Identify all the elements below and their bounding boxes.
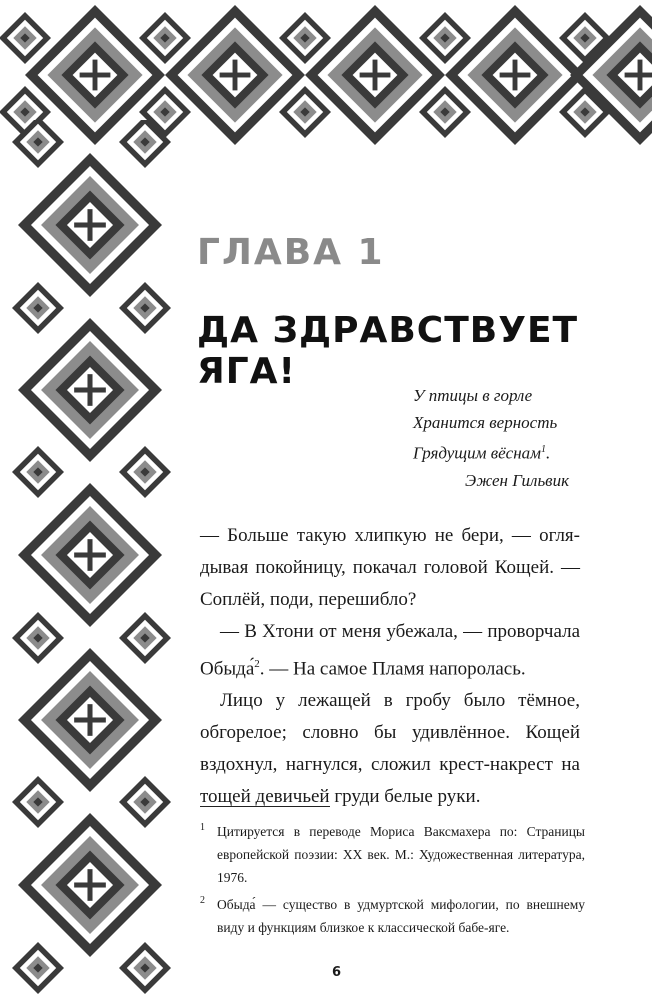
footnote-number: 2	[200, 895, 205, 906]
ornament-motif-small	[0, 12, 51, 64]
ornament-motif-small	[12, 776, 64, 828]
epigraph-line: Хранится верность	[413, 413, 558, 432]
page-number: 6	[332, 965, 342, 980]
paragraph-text: — В Хтони от меня убежала, — проворчала Обыда́	[200, 621, 580, 680]
ornament-motif	[165, 5, 305, 145]
footnote	[200, 820, 585, 889]
paragraph: — Больше такую хлипкую не бери, — оглядывая покойницу, покачал головой Кощей. — Соплёй, поди, перешибло?	[200, 525, 580, 610]
ornament-motif-small	[279, 86, 331, 138]
ornament-motif	[18, 483, 162, 627]
ornament-motif-small	[419, 86, 471, 138]
ornament-border-left	[0, 120, 178, 1000]
paragraph: Лицо у лежащей в гробу было тёмное, обгорелое; словно бы удивлённое. Кощей вздохнул, нагнулся, сложил крест-накрест на тощей девичьей груди белые руки.	[200, 690, 580, 808]
ornament-motif-small	[12, 120, 64, 168]
footnote-text: Цитируется в переводе Мориса Ваксмахера по: Страницы европейской поэзии: XX век. М.: Художественная литература, 1976.	[217, 824, 585, 885]
ornament-motif-small	[119, 120, 171, 168]
ornament-motif-small	[119, 942, 171, 994]
footnote	[200, 893, 585, 939]
epigraph-author: Эжен Гильвик	[465, 470, 570, 490]
epigraph-line	[413, 436, 613, 467]
ornament-motif-small	[279, 12, 331, 64]
epigraph	[413, 382, 613, 494]
footnote-text: Обыда́ — существо в удмуртской мифологии, по внешнему виду и функциям близкое к классической бабе-яге.	[217, 897, 585, 935]
ornament-motif-small	[119, 776, 171, 828]
ornament-motif	[18, 318, 162, 462]
ornament-motif-small	[12, 282, 64, 334]
ornament-motif-small	[419, 12, 471, 64]
footnote-ref: 1	[540, 444, 546, 455]
ornament-motif	[18, 648, 162, 792]
footnote-number: 1	[200, 822, 205, 833]
ornament-motif-small	[119, 282, 171, 334]
epigraph-line-end: .	[545, 443, 551, 463]
paragraph	[200, 616, 580, 685]
footnote-ref: 2	[254, 658, 260, 670]
body-text	[200, 520, 580, 813]
ornament-motif-small	[12, 612, 64, 664]
ornament-motif	[305, 5, 445, 145]
footnote-divider	[200, 806, 330, 807]
ornament-motif	[18, 813, 162, 957]
ornament-motif-small	[119, 446, 171, 498]
ornament-motif	[18, 153, 162, 297]
epigraph-line-text: Грядущим вёснам	[413, 443, 541, 463]
chapter-label: ГЛАВА 1	[197, 232, 385, 273]
ornament-motif	[445, 5, 585, 145]
ornament-motif-small	[139, 12, 191, 64]
ornament-motif-small	[12, 942, 64, 994]
chapter-title: ДА ЗДРАВСТВУЕТ ЯГА!	[197, 310, 579, 392]
ornament-motif-small	[12, 446, 64, 498]
paragraph-text: . — На самое Пламя напоролась.	[259, 658, 526, 680]
ornament-motif-small	[119, 612, 171, 664]
epigraph-line: У птицы в горле	[413, 386, 533, 405]
